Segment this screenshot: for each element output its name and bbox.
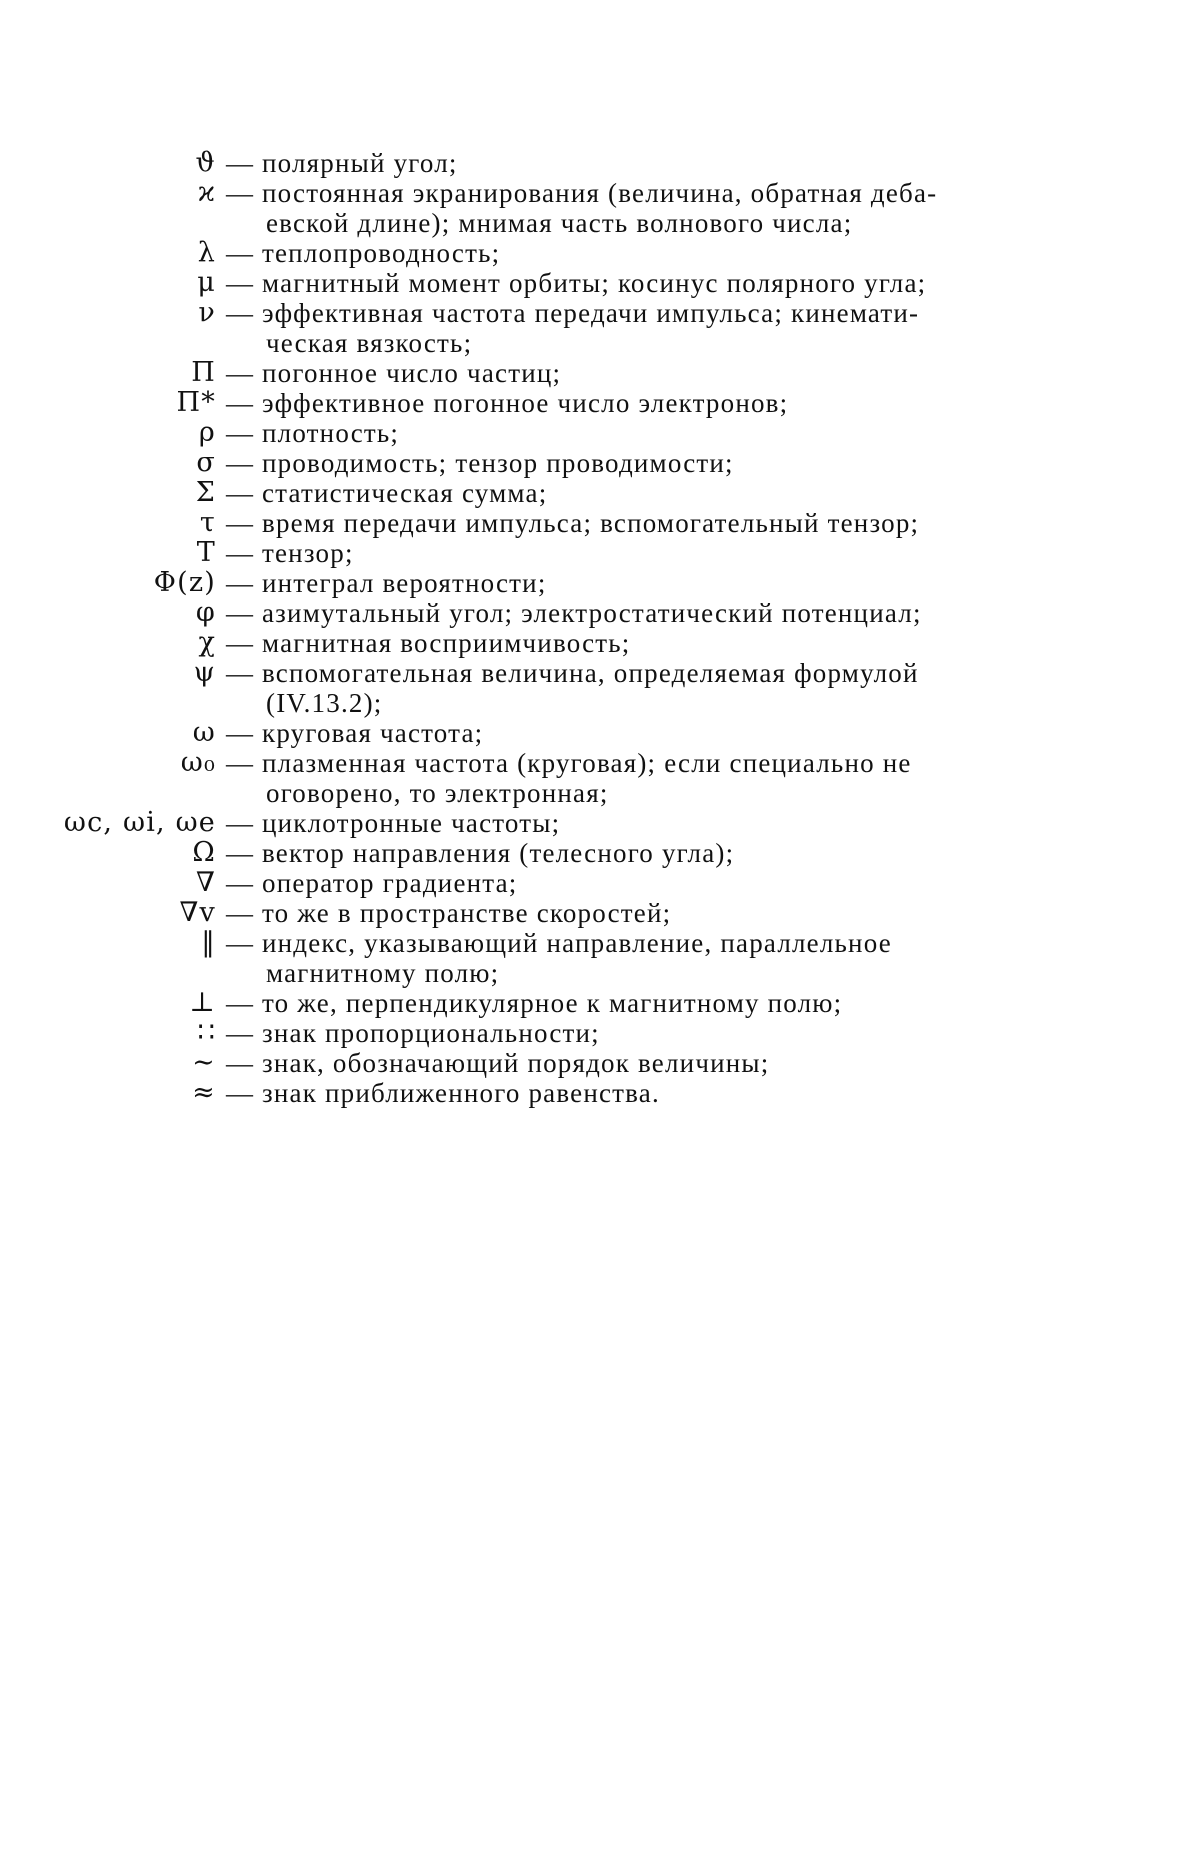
entry-dash: — (226, 268, 255, 298)
entry-definition (262, 478, 1040, 508)
entry-symbol: τ (199, 507, 216, 538)
entry-symbol: ω₀ (180, 747, 216, 778)
entry-definition (262, 988, 1040, 1018)
entry-definition (262, 538, 1040, 568)
definition-line: плотность; (262, 418, 400, 448)
glossary-entry (0, 658, 1200, 718)
entry-dash: — (226, 928, 255, 958)
glossary-entry (0, 238, 1200, 268)
entry-symbol: Π (191, 357, 216, 388)
entry-symbol: ωc, ωi, ωe (63, 807, 216, 838)
definition-line: азимутальный угол; электростатический потенциал; (262, 598, 922, 628)
entry-dash: — (226, 508, 255, 538)
definition-line: статистическая сумма; (262, 478, 548, 508)
entry-symbol: λ (197, 237, 216, 268)
entry-definition (262, 358, 1040, 388)
glossary-entry (0, 178, 1200, 238)
entry-symbol: ν (198, 297, 216, 328)
entry-definition (262, 388, 1040, 418)
glossary-entry (0, 538, 1200, 568)
definition-line: то же в пространстве скоростей; (262, 898, 672, 928)
entry-dash: — (226, 1048, 255, 1078)
entry-symbol: ∇ (195, 867, 216, 898)
entry-definition (262, 1018, 1040, 1048)
entry-dash: — (226, 418, 255, 448)
entry-dash: — (226, 988, 255, 1018)
glossary-entry (0, 148, 1200, 178)
entry-symbol: Π* (176, 387, 216, 418)
glossary-entry (0, 448, 1200, 478)
entry-definition (262, 268, 1040, 298)
entry-definition (262, 1048, 1040, 1078)
entry-symbol: σ (196, 447, 216, 478)
entry-dash: — (226, 238, 255, 268)
definition-line: эффективная частота передачи импульса; кинемати- (262, 298, 920, 328)
entry-definition (262, 628, 1040, 658)
entry-dash: — (226, 298, 255, 328)
definition-line: индекс, указывающий направление, параллельное (262, 928, 892, 958)
entry-definition (262, 508, 1040, 538)
definition-line: знак приближенного равенства. (262, 1078, 660, 1108)
definition-line: полярный угол; (262, 148, 458, 178)
definition-line: погонное число частиц; (262, 358, 562, 388)
entry-dash: — (226, 388, 255, 418)
glossary-entry (0, 388, 1200, 418)
entry-definition (262, 148, 1040, 178)
definition-line: магнитному полю; (266, 958, 500, 988)
definition-line: плазменная частота (круговая); если специально не (262, 748, 912, 778)
glossary-entry (0, 898, 1200, 928)
entry-dash: — (226, 628, 255, 658)
entry-dash: — (226, 898, 255, 928)
entry-symbol: ϑ (195, 147, 216, 178)
glossary-entry (0, 598, 1200, 628)
entry-dash: — (226, 1078, 255, 1108)
entry-definition (262, 418, 1040, 448)
entry-dash: — (226, 358, 255, 388)
glossary-entry (0, 418, 1200, 448)
entry-definition (262, 568, 1040, 598)
entry-symbol: ϰ (197, 177, 216, 208)
entry-symbol: Φ(z) (153, 567, 216, 598)
entry-symbol: Σ (195, 477, 216, 508)
entry-definition (262, 178, 1040, 238)
entry-definition (262, 898, 1040, 928)
entry-symbol: φ (195, 597, 216, 628)
entry-symbol: ‖ (201, 927, 216, 958)
glossary-entry (0, 718, 1200, 748)
entry-dash: — (226, 838, 255, 868)
entry-symbol: T (196, 537, 216, 568)
entry-dash: — (226, 148, 255, 178)
definition-line: эффективное погонное число электронов; (262, 388, 789, 418)
definition-line: время передачи импульса; вспомогательный тензор; (262, 508, 920, 538)
definition-line: магнитная восприимчивость; (262, 628, 631, 658)
definition-line: (IV.13.2); (266, 688, 383, 718)
entry-symbol: ⊥ (189, 987, 216, 1018)
entry-dash: — (226, 448, 255, 478)
glossary-entry (0, 1018, 1200, 1048)
glossary-entry (0, 508, 1200, 538)
glossary-entry (0, 928, 1200, 988)
entry-symbol: μ (197, 267, 216, 298)
glossary-entry (0, 268, 1200, 298)
entry-dash: — (226, 178, 255, 208)
glossary-entry (0, 628, 1200, 658)
entry-dash: — (226, 598, 255, 628)
entry-dash: — (226, 1018, 255, 1048)
entry-symbol: ψ (193, 657, 216, 688)
entry-symbol: ω (192, 717, 216, 748)
entry-dash: — (226, 478, 255, 508)
entry-definition (262, 298, 1040, 358)
definition-line: оператор градиента; (262, 868, 518, 898)
glossary-entry (0, 298, 1200, 358)
entry-dash: — (226, 658, 255, 688)
glossary-entry (0, 868, 1200, 898)
entry-definition (262, 808, 1040, 838)
entry-dash: — (226, 868, 255, 898)
definition-line: оговорено, то электронная; (266, 778, 609, 808)
entry-definition (262, 238, 1040, 268)
definition-line: вектор направления (телесного угла); (262, 838, 735, 868)
definition-line: ческая вязкость; (266, 328, 473, 358)
definition-line: вспомогательная величина, определяемая формулой (262, 658, 919, 688)
definition-line: магнитный момент орбиты; косинус полярного угла; (262, 268, 927, 298)
entry-definition (262, 718, 1040, 748)
definition-line: теплопроводность; (262, 238, 501, 268)
entry-definition (262, 1078, 1040, 1108)
entry-symbol: χ (198, 627, 216, 658)
definition-line: знак, обозначающий порядок величины; (262, 1048, 770, 1078)
notation-glossary (0, 148, 1200, 1108)
glossary-entry (0, 1048, 1200, 1078)
glossary-entry (0, 358, 1200, 388)
entry-dash: — (226, 568, 255, 598)
definition-line: тензор; (262, 538, 354, 568)
entry-symbol: ∷ (197, 1017, 216, 1048)
glossary-entry (0, 988, 1200, 1018)
entry-definition (262, 748, 1040, 808)
glossary-entry (0, 838, 1200, 868)
entry-symbol: ∇v (179, 897, 216, 928)
entry-symbol: ≈ (192, 1077, 216, 1108)
entry-dash: — (226, 538, 255, 568)
glossary-entry (0, 1078, 1200, 1108)
glossary-entry (0, 478, 1200, 508)
entry-definition (262, 868, 1040, 898)
entry-definition (262, 598, 1040, 628)
entry-definition (262, 838, 1040, 868)
entry-definition (262, 448, 1040, 478)
entry-dash: — (226, 718, 255, 748)
entry-definition (262, 658, 1040, 718)
glossary-entry (0, 748, 1200, 808)
entry-symbol: ∼ (192, 1047, 216, 1078)
definition-line: то же, перпендикулярное к магнитному полю; (262, 988, 843, 1018)
entry-symbol: ρ (198, 417, 216, 448)
entry-dash: — (226, 748, 255, 778)
definition-line: круговая частота; (262, 718, 484, 748)
definition-line: проводимость; тензор проводимости; (262, 448, 734, 478)
glossary-entry (0, 808, 1200, 838)
definition-line: постоянная экранирования (величина, обратная деба- (262, 178, 938, 208)
definition-line: циклотронные частоты; (262, 808, 561, 838)
definition-line: знак пропорциональности; (262, 1018, 600, 1048)
entry-definition (262, 928, 1040, 988)
entry-symbol: Ω (192, 837, 216, 868)
definition-line: евской длине); мнимая часть волнового числа; (266, 208, 853, 238)
entry-dash: — (226, 808, 255, 838)
glossary-entry (0, 568, 1200, 598)
definition-line: интеграл вероятности; (262, 568, 547, 598)
